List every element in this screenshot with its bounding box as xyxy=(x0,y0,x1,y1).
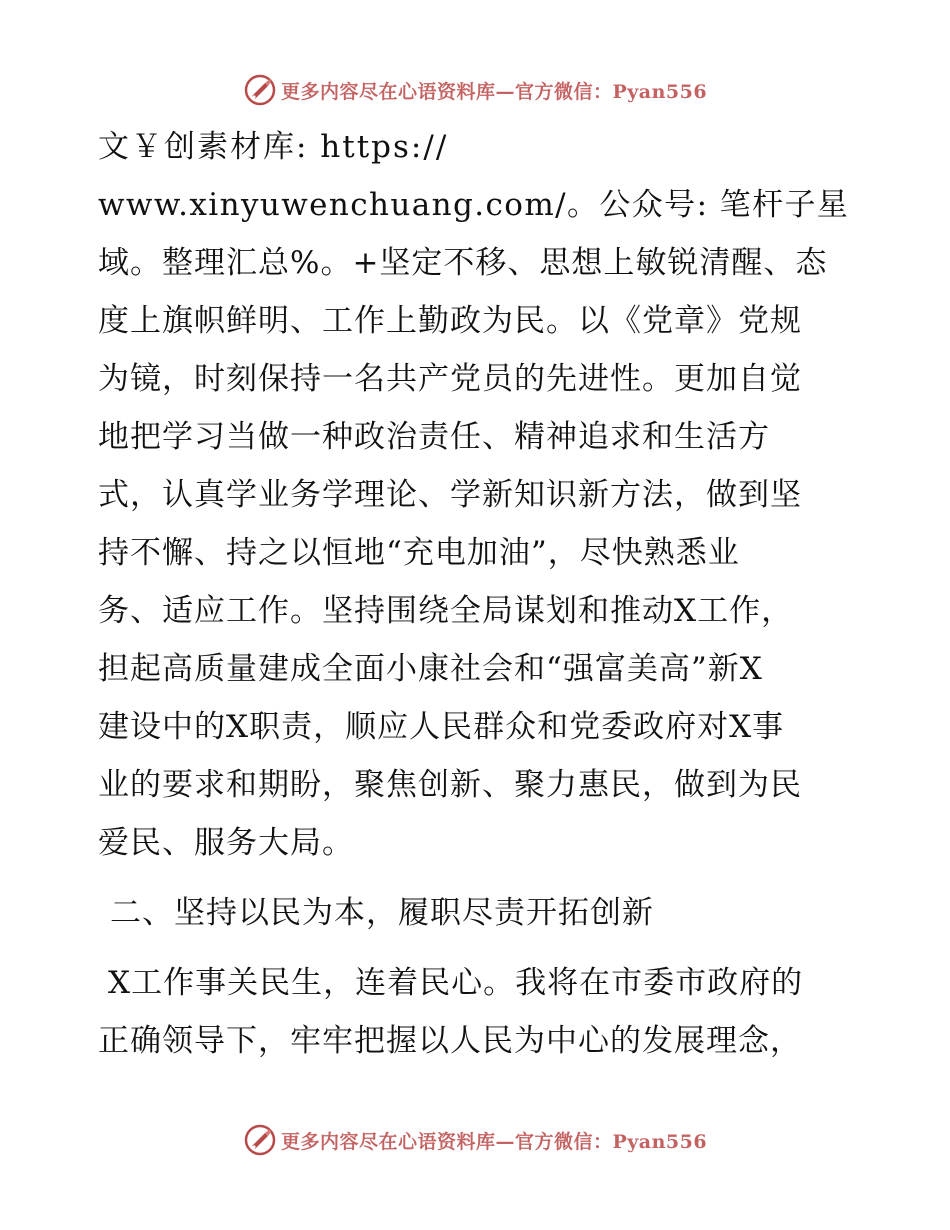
body-line: 为镜，时刻保持一名共产党员的先进性。更加自觉 xyxy=(98,361,802,397)
section-heading: 二、坚持以民为本，履职尽责开拓创新 xyxy=(110,895,654,931)
document-body xyxy=(98,118,858,1070)
body-line: 业的要求和期盼，聚焦创新、聚力惠民，做到为民 xyxy=(98,767,802,803)
body-line: 域。整理汇总%。+坚定不移、思想上敏锐清醒、态 xyxy=(98,245,828,281)
body-line: 建设中的X职责，顺应人民群众和党委政府对X事 xyxy=(98,709,785,745)
pen-logo-icon xyxy=(243,1123,277,1157)
body-line: 地把学习当做一种政治责任、精神追求和生活方 xyxy=(98,419,770,455)
pen-logo-icon xyxy=(243,73,277,107)
body-line: 担起高质量建成全面小康社会和“强富美高”新X xyxy=(98,651,763,687)
body-line: 式，认真学业务学理论、学新知识新方法，做到坚 xyxy=(98,477,802,513)
watermark-text: 更多内容尽在心语资料库—官方微信：Pyan556 xyxy=(280,1130,708,1153)
watermark-text: 更多内容尽在心语资料库—官方微信：Pyan556 xyxy=(280,80,708,103)
header-watermark xyxy=(0,70,950,110)
footer-watermark xyxy=(0,1120,950,1160)
body-line: 务、适应工作。坚持围绕全局谋划和推动X工作， xyxy=(98,593,794,629)
body-line: 持不懈、持之以恒地“充电加油”，尽快熟悉业 xyxy=(98,535,740,571)
body-line: 文￥创素材库: https:// xyxy=(98,129,449,165)
body-line: X工作事关民生，连着民心。我将在市委市政府的 xyxy=(108,965,804,1001)
body-line: www.xinyuwenchuang.com/。公众号: 笔杆子星 xyxy=(98,187,850,223)
body-line: 度上旗帜鲜明、工作上勤政为民。以《党章》党规 xyxy=(98,303,802,339)
body-line: 爱民、服务大局。 xyxy=(98,825,354,861)
body-line: 正确领导下，牢牢把握以人民为中心的发展理念， xyxy=(98,1023,802,1059)
